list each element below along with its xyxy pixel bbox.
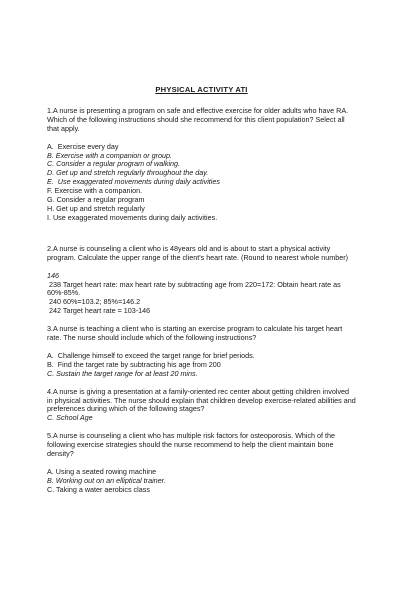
option-g: G. Consider a regular program <box>47 195 145 205</box>
option-c: C. Sustain the target range for at least 20 mins. <box>47 368 198 378</box>
question-stem: 3.A nurse is teaching a client who is starting an exercise program to calculate his target heart rate. The nurse should include which of the following instructions? <box>47 324 343 343</box>
option-a: A. Using a seated rowing machine <box>47 467 157 476</box>
option-c: C. Consider a regular program of walking. <box>47 159 181 169</box>
question-2 <box>47 245 356 316</box>
option-a: A. Challenge himself to exceed the target range for brief periods. <box>47 350 255 360</box>
option-d: D. Get up and stretch regularly throughout the day. <box>47 168 209 178</box>
answer-line: 238 Target heart rate: max heart rate by subtracting age from 220=172: Obtain heart rate as 60%-85%. <box>47 279 343 298</box>
option-b: B. Exercise with a companion or group. <box>47 150 173 160</box>
option-h: H. Get up and stretch regularly <box>47 203 145 213</box>
answer-options <box>47 414 356 423</box>
question-stem: 2.A nurse is counseling a client who is 48years old and is about to start a physical activity program. Calculate the upper range of the client's heart rate. (Round to nearest whole number) <box>47 243 349 262</box>
question-1 <box>47 107 356 223</box>
option-c: C. School Age <box>47 413 93 423</box>
question-stem: 4.A nurse is giving a presentation at a family-oriented rec center about getting children involved in physical activities. The nurse should explain that children develop exercise-related abilities and preferences during which of the following stages? <box>47 386 356 414</box>
option-f: F. Exercise with a companion. <box>47 186 143 196</box>
question-5 <box>47 432 356 494</box>
document-title: PHYSICAL ACTIVITY ATI <box>155 85 248 94</box>
question-3 <box>47 325 356 379</box>
answer-line: 240 60%=103.2; 85%=146.2 <box>47 297 141 307</box>
question-stem: 5.A nurse is counseling a client who has multiple risk factors for osteoporosis. Which of the following exercise strategies should the nurse recommend to help the client maintain bone density? <box>47 431 336 459</box>
question-4 <box>47 388 356 424</box>
answer-options <box>47 468 356 495</box>
answer-options <box>47 143 356 223</box>
option-b: B. Find the target rate by subtracting his age from 200 <box>47 359 221 369</box>
option-b: B. Working out on an elliptical trainer. <box>47 475 166 485</box>
question-stem: 1.A nurse is presenting a program on safe and effective exercise for older adults who have RA. Which of the following instructions should she recommend for this client population? Select all that apply. <box>47 105 349 133</box>
option-e: E. Use exaggerated movements during daily activities <box>47 177 220 187</box>
option-a: A. Exercise every day <box>47 141 119 151</box>
option-i: I. Use exaggerated movements during daily activities. <box>47 212 218 222</box>
answer-line: 242 Target heart rate = 103-146 <box>47 306 151 316</box>
answer-options <box>47 352 356 379</box>
option-c: C. Taking a water aerobics class <box>47 484 150 494</box>
answer-explanation <box>47 272 356 317</box>
answer-value: 146 <box>47 270 59 280</box>
